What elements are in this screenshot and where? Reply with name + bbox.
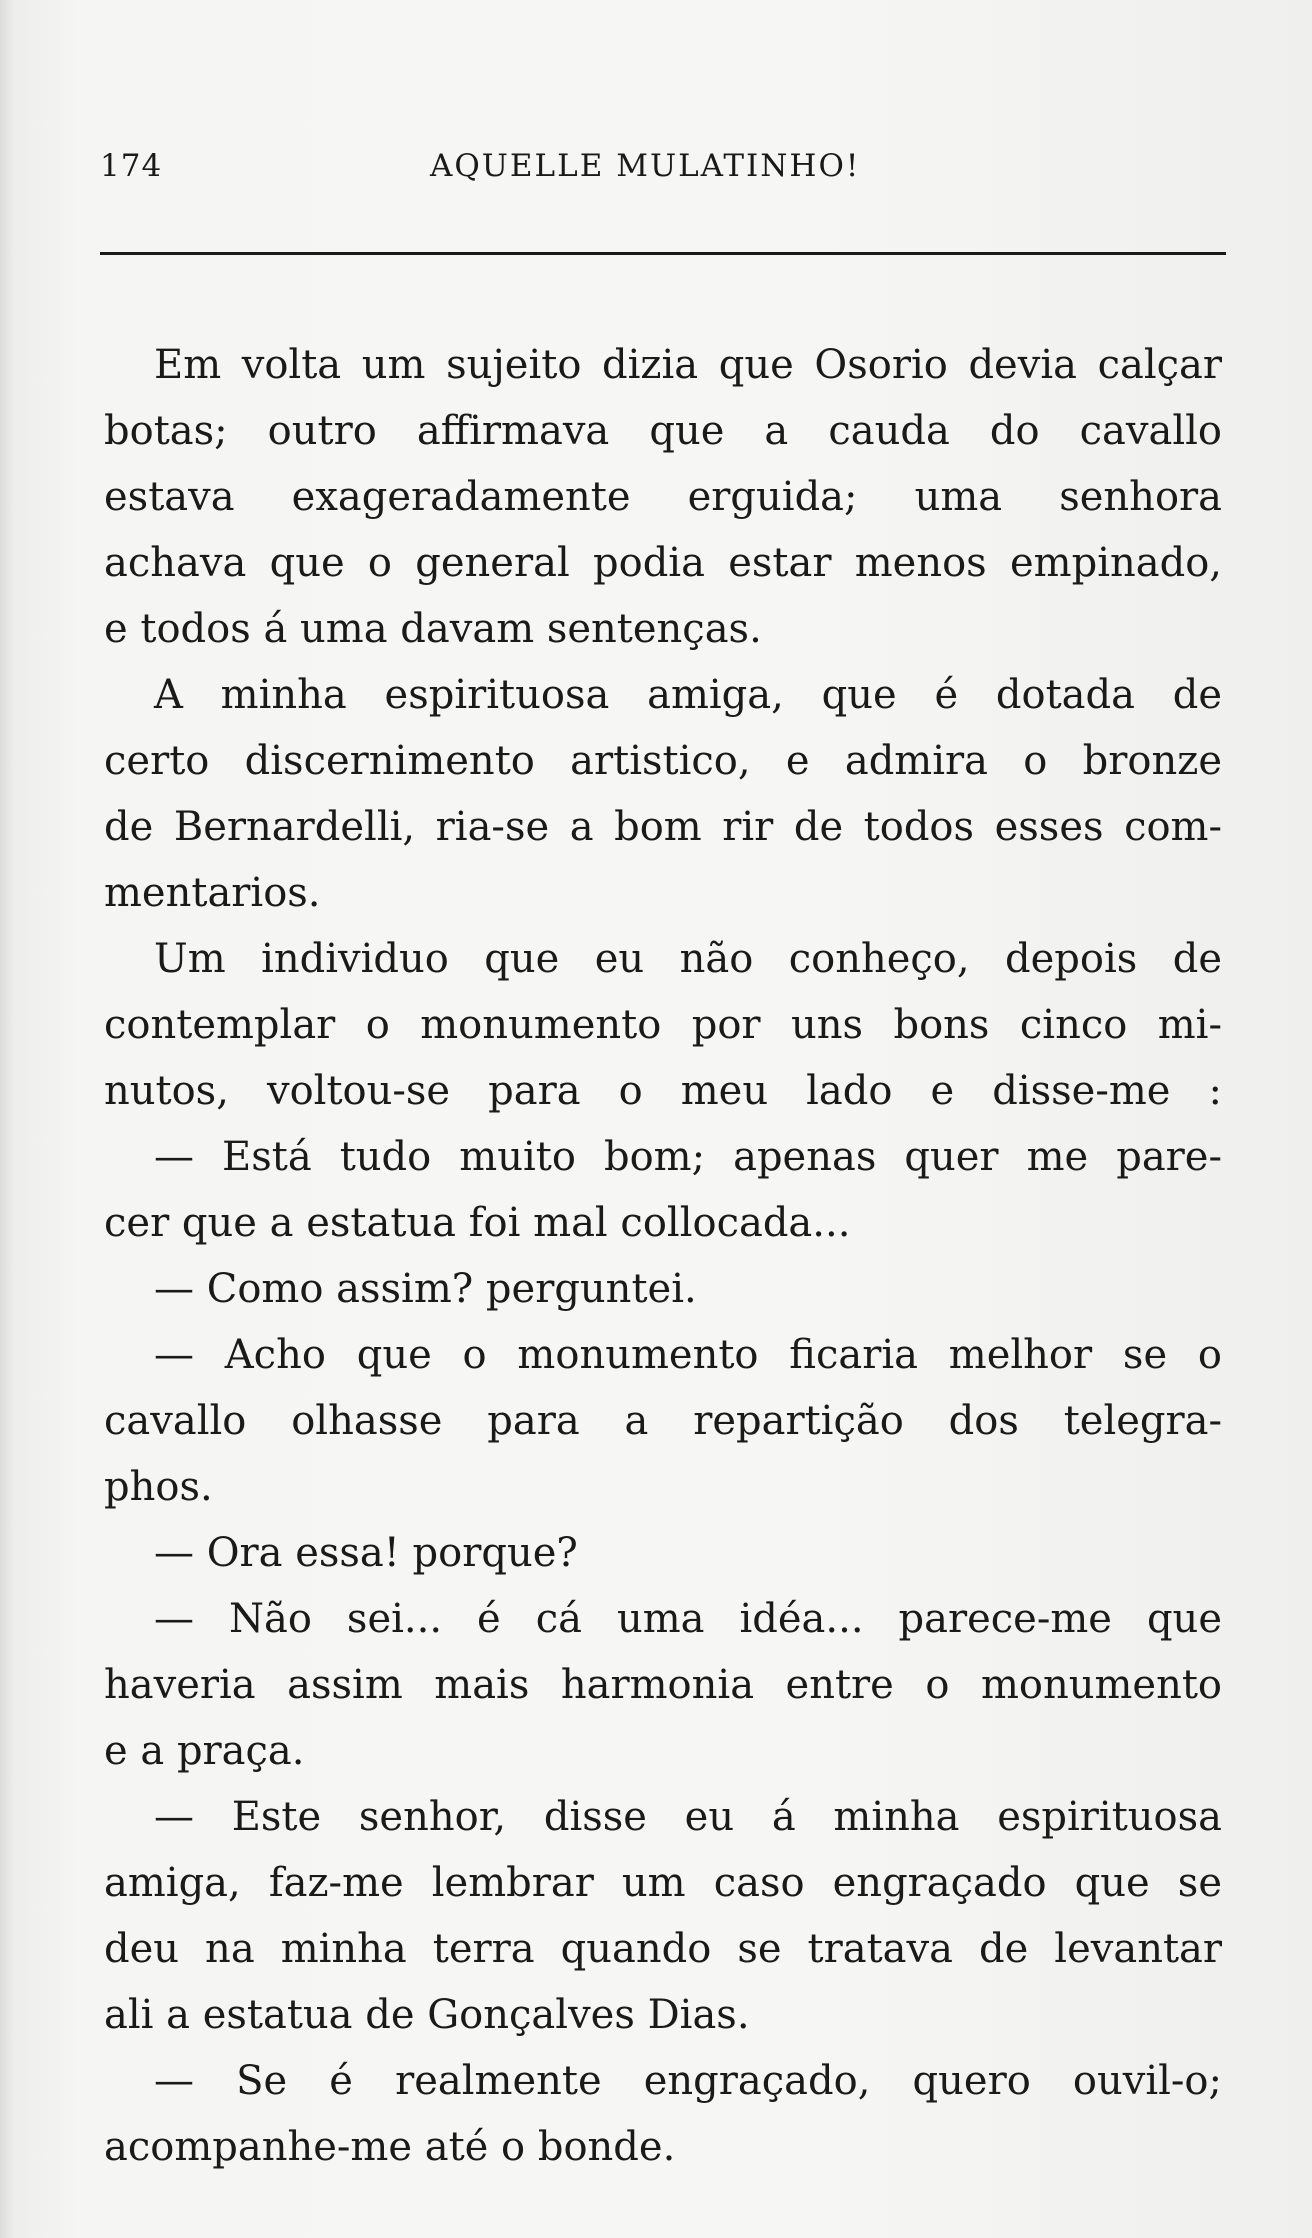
text-line: — Se é realmente engraçado, quero ouvil-o; xyxy=(154,2058,1222,2104)
text-line: mentarios. xyxy=(104,870,321,916)
text-line: — Este senhor, disse eu á minha espirituosa xyxy=(154,1794,1222,1840)
text-line: phos. xyxy=(104,1464,213,1510)
text-line: A minha espirituosa amiga, que é dotada de xyxy=(154,672,1222,718)
text-line: — Como assim? perguntei. xyxy=(154,1266,697,1312)
text-line: — Não sei... é cá uma idéa... parece-me que xyxy=(154,1596,1222,1642)
text-line: contemplar o monumento por uns bons cinco mi- xyxy=(104,1002,1222,1048)
text-line: e a praça. xyxy=(104,1728,305,1774)
text-line: deu na minha terra quando se tratava de levantar xyxy=(104,1926,1222,1972)
text-line: certo discernimento artistico, e admira o bronze xyxy=(104,738,1222,784)
text-line: cer que a estatua foi mal collocada... xyxy=(104,1200,851,1246)
text-line: botas; outro affirmava que a cauda do cavallo xyxy=(104,408,1222,454)
page-edge-shadow xyxy=(0,0,14,2238)
text-line: estava exageradamente erguida; uma senhora xyxy=(104,474,1222,520)
text-line: — Está tudo muito bom; apenas quer me pare- xyxy=(154,1134,1222,1180)
text-line: cavallo olhasse para a repartição dos telegra- xyxy=(104,1398,1222,1444)
text-line: Um individuo que eu não conheço, depois de xyxy=(154,936,1222,982)
text-line: haveria assim mais harmonia entre o monumento xyxy=(104,1662,1222,1708)
text-line: — Ora essa! porque? xyxy=(154,1530,578,1576)
text-line: — Acho que o monumento ficaria melhor se o xyxy=(154,1332,1222,1378)
text-line: acompanhe-me até o bonde. xyxy=(104,2124,676,2170)
text-line: ali a estatua de Gonçalves Dias. xyxy=(104,1992,750,2038)
text-line: Em volta um sujeito dizia que Osorio devia calçar xyxy=(154,342,1222,388)
running-header xyxy=(100,148,1230,198)
text-line: e todos á uma davam sentenças. xyxy=(104,606,762,652)
text-line: achava que o general podia estar menos empinado, xyxy=(104,540,1222,586)
running-title: AQUELLE MULATINHO! xyxy=(430,148,861,184)
page-number: 174 xyxy=(100,148,163,184)
body-text xyxy=(104,332,1222,2180)
text-line: amiga, faz-me lembrar um caso engraçado que se xyxy=(104,1860,1222,1906)
text-line: nutos, voltou-se para o meu lado e disse-me : xyxy=(104,1068,1222,1114)
text-line: de Bernardelli, ria-se a bom rir de todos esses com- xyxy=(104,804,1222,850)
header-rule xyxy=(100,252,1226,255)
